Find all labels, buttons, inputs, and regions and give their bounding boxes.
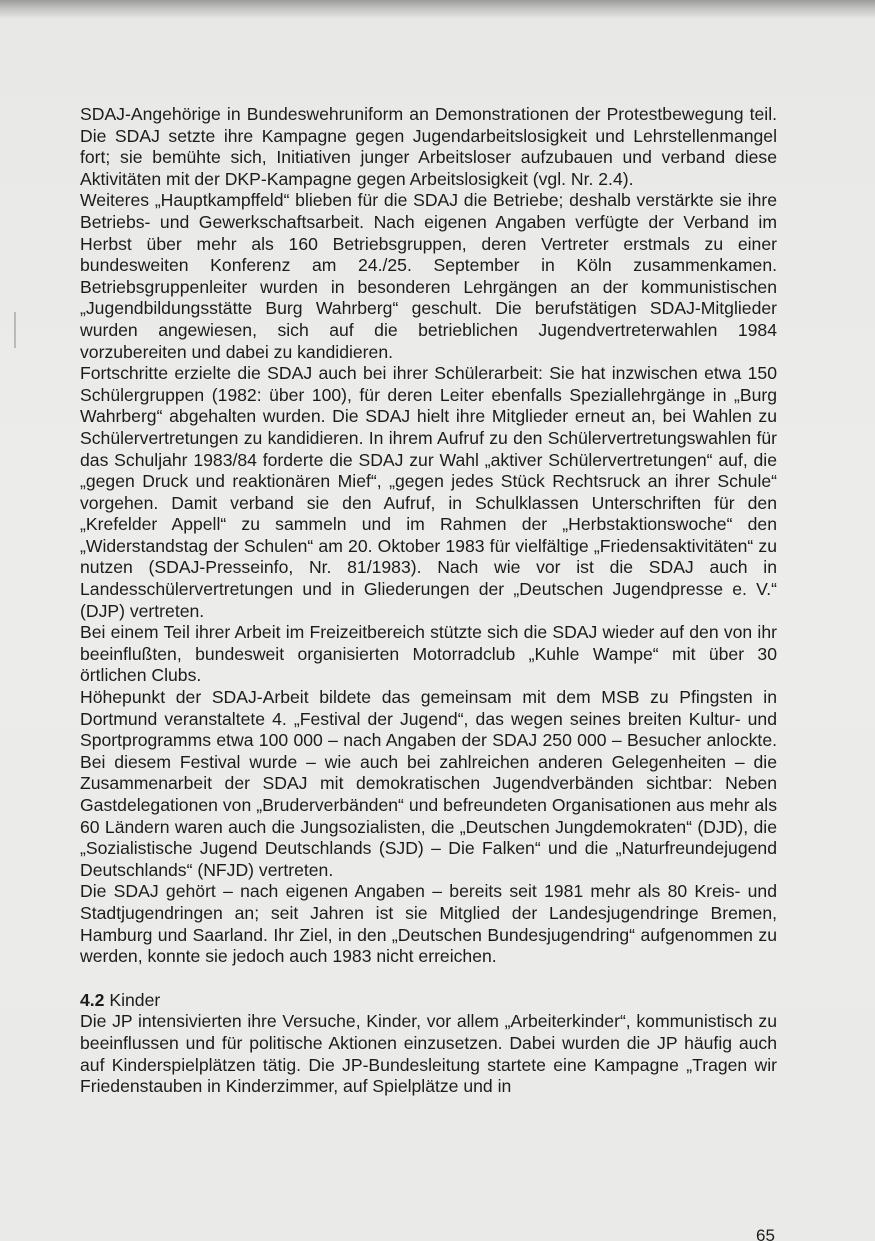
page-number: 65: [756, 1226, 775, 1241]
section-title: Kinder: [109, 989, 161, 1010]
section-number: 4.2: [80, 989, 105, 1010]
scan-top-edge-shadow: [0, 0, 875, 18]
paragraph-3: Fortschritte erzielte die SDAJ auch bei ihrer Schülerarbeit: Sie hat inzwischen etwa 150 Schülergruppen (1982: über 100), für deren Leiter ebenfalls Speziallehrgänge in „Burg Wahrberg“ abgehalten wurden. Die SDAJ hielt ihre Mitglieder erneut an, bei Wahlen zu Schülervertretungen zu kandidieren. In ihrem Aufruf zu den Schülervertretungswahlen für das Schuljahr 1983/84 forderte die SDAJ zur Wahl „aktiver Schülervertretungen“ auf, die „gegen Druck und reaktionären Mief“, „gegen jedes Stück Rechtsruck an ihrer Schule“ vorgehen. Damit verband sie den Aufruf, in Schulklassen Unterschriften für den „Krefelder Appell“ zu sammeln und im Rahmen der „Herbstaktionswoche“ den „Widerstandstag der Schulen“ am 20. Oktober 1983 für vielfältige „Friedensaktivitäten“ zu nutzen (SDAJ-Presseinfo, Nr. 81/1983). Nach wie vor ist die SDAJ auch in Landesschülervertretungen und in Gliederungen der „Deutschen Jugendpresse e. V.“ (DJP) vertreten.: [80, 363, 777, 621]
body-text: [80, 104, 777, 1098]
paragraph-2: Weiteres „Hauptkampffeld“ blieben für die SDAJ die Betriebe; deshalb verstärkte sie ihre Betriebs- und Gewerkschaftsarbeit. Nach eigenen Angaben verfügte der Verband im Herbst über mehr als 160 Betriebsgruppen, deren Vertreter erstmals zu einer bundesweiten Konferenz am 24./25. September in Köln zusammenkamen. Betriebsgruppenleiter wurden in besonderen Lehrgängen an der kommunistischen „Jugendbildungsstätte Burg Wahrberg“ geschult. Die berufstätigen SDAJ-Mitglieder wurden angewiesen, sich auf die betrieblichen Jugendvertreterwahlen 1984 vorzubereiten und dabei zu kandidieren.: [80, 190, 777, 362]
section-paragraph: Die JP intensivierten ihre Versuche, Kinder, vor allem „Arbeiterkinder“, kommunistisch zu beeinflussen und für politische Aktionen einzusetzen. Dabei wurden die JP häufig auch auf Kinderspielplätzen tätig. Die JP-Bundesleitung startete eine Kampagne „Tragen wir Friedenstauben in Kinderzimmer, auf Spielplätze und in: [80, 1011, 777, 1097]
paragraph-6: Die SDAJ gehört – nach eigenen Angaben – bereits seit 1981 mehr als 80 Kreis- und Stadtjugendringen an; seit Jahren ist sie Mitglied der Landesjugendringe Bremen, Hamburg und Saarland. Ihr Ziel, in den „Deutschen Bundesjugendring“ aufgenommen zu werden, konnte sie jedoch auch 1983 nicht erreichen.: [80, 881, 777, 967]
paragraph-4: Bei einem Teil ihrer Arbeit im Freizeitbereich stützte sich die SDAJ wieder auf den von ihr beeinflußten, bundesweit organisierten Motorradclub „Kuhle Wampe“ mit über 30 örtlichen Clubs.: [80, 622, 777, 686]
section-heading: [80, 990, 777, 1012]
paragraph-1: SDAJ-Angehörige in Bundeswehruniform an Demonstrationen der Protestbewegung teil. Die SDAJ setzte ihre Kampagne gegen Jugendarbeitslosigkeit und Lehrstellenmangel fort; sie bemühte sich, Initiativen junger Arbeitsloser aufzubauen und verband diese Aktivitäten mit der DKP-Kampagne gegen Arbeitslosigkeit (vgl. Nr. 2.4).: [80, 104, 777, 189]
margin-pencil-mark: [14, 312, 22, 348]
paragraph-5: Höhepunkt der SDAJ-Arbeit bildete das gemeinsam mit dem MSB zu Pfingsten in Dortmund veranstaltete 4. „Festival der Jugend“, das wegen seines breiten Kultur- und Sportprogramms etwa 100 000 – nach Angaben der SDAJ 250 000 – Besucher anlockte. Bei diesem Festival wurde – wie auch bei zahlreichen anderen Gelegenheiten – die Zusammenarbeit der SDAJ mit demokratischen Jugendverbänden sichtbar: Neben Gastdelegationen von „Bruderverbänden“ und befreundeten Organisationen aus mehr als 60 Ländern waren auch die Jungsozialisten, die „Deutschen Jungdemokraten“ (DJD), die „Sozialistische Jugend Deutschlands (SJD) – Die Falken“ und die „Naturfreundejugend Deutschlands“ (NFJD) vertreten.: [80, 687, 777, 880]
